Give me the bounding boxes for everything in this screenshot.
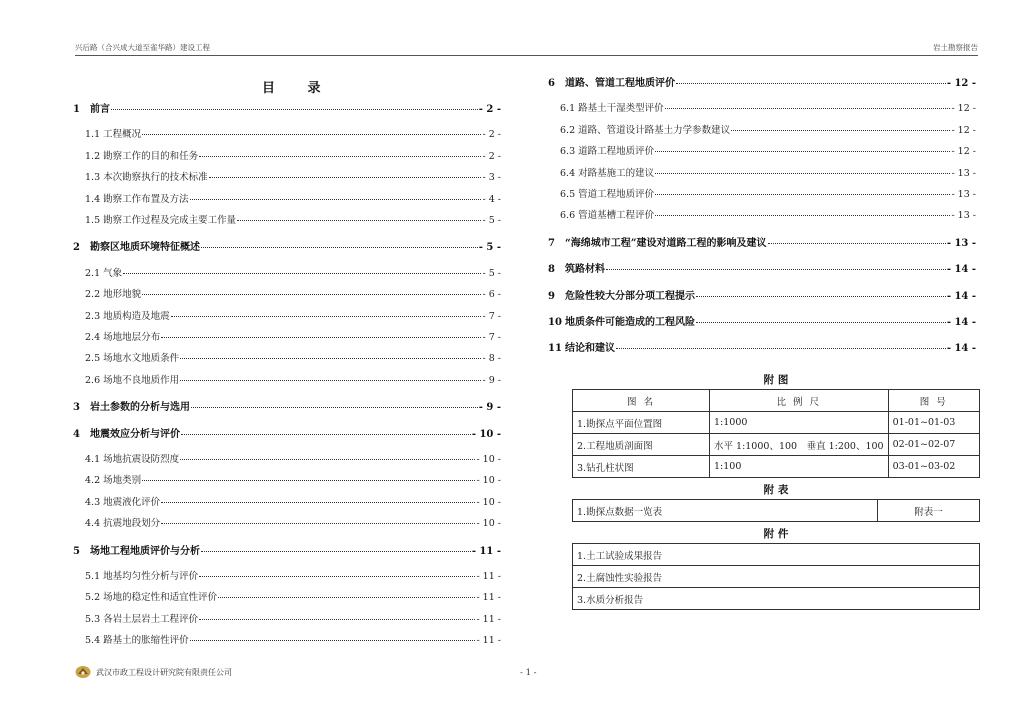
toc-entry-title: 2.4 场地地层分布 — [85, 332, 161, 343]
figures-title: 附 图 — [763, 374, 789, 386]
toc-entry-page: - 10 - — [471, 428, 501, 440]
toc-entry-number: 6 — [548, 78, 555, 89]
toc-entry — [73, 126, 501, 140]
figures-header-name: 图 名 — [573, 390, 710, 412]
toc-entry-page: - 6 - — [482, 289, 501, 301]
toc-entry-title: 勘察区地质环境特征概述 — [90, 242, 200, 254]
toc-entry-page: - 10 - — [476, 518, 501, 530]
toc-entry-page: - 10 - — [476, 475, 501, 487]
toc-entry-title: 场地工程地质评价与分析 — [90, 545, 200, 557]
toc-entry-page: - 11 - — [476, 592, 501, 604]
toc-leader-dots — [142, 294, 481, 295]
toc-entry-page: - 5 - — [482, 215, 501, 226]
toc-entry-page: - 2 - — [478, 104, 501, 115]
toc-entry — [73, 472, 501, 486]
toc-entry — [73, 100, 501, 115]
toc-entry-title: 4.1 场地抗震设防烈度 — [85, 454, 180, 465]
toc-entry-page: - 11 - — [476, 613, 501, 625]
toc-entry-title: 1.4 勘察工作布置及方法 — [85, 193, 189, 205]
toc-entry — [73, 148, 501, 162]
toc-entry-page: - 5 - — [478, 242, 501, 254]
attachments-title: 附 件 — [763, 528, 789, 540]
attachment-item: 3.水质分析报告 — [573, 588, 980, 610]
toc-entry-title: 2.1 气象 — [85, 267, 123, 279]
toc-entry — [73, 169, 501, 183]
toc-entry-title: 4.4 抗震地段划分 — [85, 518, 161, 530]
toc-entry-number: 5 — [73, 545, 80, 557]
toc-entry — [548, 313, 976, 328]
toc-entry-page: - 7 - — [482, 332, 501, 343]
toc-leader-dots — [191, 407, 478, 408]
attachment-item: 1.土工试验成果报告 — [573, 544, 980, 566]
table-row — [573, 500, 980, 522]
figure-number: 02-01~02-07 — [888, 434, 979, 456]
table-row — [573, 434, 980, 456]
toc-entry-page: - 7 - — [482, 310, 501, 322]
toc-leader-dots — [655, 215, 950, 216]
toc-leader-dots — [655, 173, 950, 174]
toc-entry-page: - 4 - — [482, 193, 501, 205]
toc-entry — [73, 451, 501, 465]
toc-entry-title: 5.4 路基土的胀缩性评价 — [85, 635, 189, 647]
toc-entry-title: 地质条件可能造成的工程风险 — [565, 317, 695, 328]
table-row — [573, 412, 980, 434]
toc-leader-dots — [181, 434, 471, 435]
toc-entry — [73, 568, 501, 582]
table-row — [573, 456, 980, 478]
figure-name: 1.勘探点平面位置图 — [573, 412, 710, 434]
figure-name: 2.工程地质剖面图 — [573, 434, 710, 456]
toc-entry-number: 8 — [548, 264, 555, 276]
toc-entry-page: - 13 - — [946, 237, 976, 249]
toc-entry-title: 2.5 场地水文地质条件 — [85, 353, 180, 365]
toc-entry — [73, 191, 501, 205]
header-divider — [75, 55, 978, 56]
toc-leader-dots — [616, 348, 946, 349]
toc-entry-title: 6.2 道路、管道设计路基土力学参数建议 — [560, 124, 731, 136]
toc-entry-page: - 8 - — [482, 353, 501, 365]
company-logo-icon — [75, 665, 91, 679]
toc-leader-dots — [201, 551, 471, 552]
toc-leader-dots — [696, 322, 946, 323]
toc-entry-title: “海绵城市工程”建设对道路工程的影响及建议 — [565, 237, 767, 249]
toc-leader-dots — [676, 83, 946, 84]
toc-entry — [73, 542, 501, 557]
toc-leader-dots — [111, 109, 478, 110]
toc-leader-dots — [665, 108, 951, 109]
toc-entry-page: - 14 - — [946, 264, 976, 276]
toc-entry — [548, 234, 976, 249]
figures-header-scale: 比 例 尺 — [710, 390, 889, 412]
attachment-item: 2.土腐蚀性实验报告 — [573, 566, 980, 588]
toc-entry-title: 5.2 场地的稳定性和适宜性评价 — [85, 592, 218, 604]
toc-entry — [73, 350, 501, 364]
toc-leader-dots — [142, 134, 481, 135]
toc-leader-dots — [655, 151, 950, 152]
toc-entry-page: - 11 - — [476, 571, 501, 582]
figures-table — [572, 389, 980, 478]
toc-entry-number: 9 — [548, 290, 555, 302]
toc-entry-title: 6.5 管道工程地质评价 — [560, 189, 655, 200]
toc-entry-page: - 5 - — [482, 267, 501, 279]
toc-entry — [548, 207, 976, 221]
toc-entry-page: - 10 - — [476, 454, 501, 465]
toc-entry-page: - 11 - — [476, 635, 501, 647]
header-report-type: 岩土勘察报告 — [933, 43, 978, 52]
toc-entry — [73, 372, 501, 386]
toc-entry-title: 2.6 场地不良地质作用 — [85, 374, 180, 386]
toc-entry — [73, 286, 501, 300]
toc-entry — [73, 329, 501, 343]
toc-entry-title: 6.4 对路基施工的建议 — [560, 167, 655, 179]
toc-entry — [73, 632, 501, 646]
appendix-table-number: 附表一 — [878, 500, 980, 522]
toc-leader-dots — [218, 597, 475, 598]
toc-leader-dots — [161, 502, 475, 503]
toc-entry-page: - 2 - — [482, 150, 501, 162]
toc-entry-page: - 13 - — [951, 189, 976, 200]
toc-leader-dots — [190, 640, 476, 641]
toc-entry-page: - 2 - — [482, 129, 501, 141]
toc-entry — [73, 398, 501, 413]
toc-entry — [73, 265, 501, 279]
toc-leader-dots — [161, 337, 481, 338]
toc-entry-page: - 9 - — [482, 374, 501, 386]
toc-entry-title: 4.3 地震液化评价 — [85, 496, 161, 508]
figure-name: 3.钻孔柱状图 — [573, 456, 710, 478]
toc-entry-page: - 14 - — [946, 317, 976, 328]
toc-entry — [73, 308, 501, 322]
toc-entry-title: 结论和建议 — [565, 343, 615, 355]
toc-entry-page: - 14 - — [946, 343, 976, 355]
toc-entry-title: 1.1 工程概况 — [85, 129, 142, 141]
toc-entry-page: - 11 - — [471, 545, 501, 557]
toc-leader-dots — [696, 296, 946, 297]
page-header — [75, 40, 978, 54]
toc-entry-page: - 12 - — [946, 78, 976, 89]
toc-entry-title: 6.1 路基土干湿类型评价 — [560, 103, 664, 115]
toc-entry — [548, 100, 976, 114]
toc-leader-dots — [201, 247, 478, 248]
toc-entry-number: 2 — [73, 242, 80, 254]
toc-leader-dots — [199, 619, 475, 620]
toc-entry — [548, 122, 976, 136]
toc-entry — [548, 186, 976, 200]
toc-entry-title: 地震效应分析与评价 — [90, 428, 180, 440]
toc-entry-title: 6.6 管道基槽工程评价 — [560, 210, 655, 222]
toc-leader-dots — [190, 199, 482, 200]
toc-entry-title: 前言 — [90, 104, 110, 115]
toc-entry-page: - 13 - — [951, 167, 976, 179]
toc-entry-number: 10 — [548, 317, 562, 328]
toc-entry-title: 6.3 道路工程地质评价 — [560, 146, 655, 158]
figure-number: 03-01~03-02 — [888, 456, 979, 478]
attachments-table — [572, 543, 980, 610]
toc-entry-number: 7 — [548, 237, 555, 249]
header-project-title: 兴后路（合兴成大道至雀华路）建设工程 — [75, 43, 210, 52]
toc-entry-title: 2.3 地质构造及地震 — [85, 310, 170, 322]
toc-entry-number: 1 — [73, 104, 80, 115]
toc-entry-page: - 12 - — [951, 124, 976, 136]
toc-entry-number: 3 — [73, 402, 80, 414]
toc-entry-title: 岩土参数的分析与选用 — [90, 402, 190, 414]
toc-title: 目 录 — [262, 81, 335, 96]
toc-entry-title: 5.3 各岩土层岩土工程评价 — [85, 613, 199, 625]
appendix-tables-table — [572, 499, 980, 522]
page-footer — [75, 663, 978, 687]
toc-entry — [548, 287, 976, 302]
toc-leader-dots — [606, 269, 946, 270]
tables-title: 附 表 — [763, 484, 789, 496]
toc-entry-title: 1.3 本次勘察执行的技术标准 — [85, 172, 208, 184]
toc-entry-title: 2.2 地形地貌 — [85, 289, 142, 301]
toc-leader-dots — [655, 194, 950, 195]
footer-company-name: 武汉市政工程设计研究院有限责任公司 — [96, 668, 232, 677]
toc-entry — [548, 143, 976, 157]
figure-scale: 水平 1:1000、100 垂直 1:200、100 — [710, 434, 889, 456]
toc-entry-page: - 9 - — [478, 402, 501, 414]
toc-leader-dots — [209, 177, 482, 178]
toc-entry-title: 5.1 地基均匀性分析与评价 — [85, 571, 199, 582]
toc-entry-page: - 13 - — [951, 210, 976, 222]
toc-entry — [548, 339, 976, 354]
figures-header-number: 图 号 — [888, 390, 979, 412]
toc-leader-dots — [731, 130, 950, 131]
table-row — [573, 566, 980, 588]
toc-entry-number: 4 — [73, 428, 80, 440]
table-row — [573, 544, 980, 566]
toc-leader-dots — [142, 480, 475, 481]
footer-page-number: - 1 - — [520, 668, 537, 678]
figure-scale: 1:1000 — [710, 412, 889, 434]
toc-entry-title: 1.5 勘察工作过程及完成主要工作量 — [85, 215, 237, 226]
toc-entry — [73, 589, 501, 603]
toc-entry-title: 道路、管道工程地质评价 — [565, 78, 675, 89]
toc-entry-title: 1.2 勘察工作的目的和任务 — [85, 150, 199, 162]
figure-scale: 1:100 — [710, 456, 889, 478]
toc-entry-title: 4.2 场地类别 — [85, 475, 142, 487]
toc-entry-page: - 14 - — [946, 290, 976, 302]
toc-leader-dots — [180, 380, 481, 381]
toc-leader-dots — [237, 220, 481, 221]
toc-entry-title: 危险性较大分部分项工程提示 — [565, 290, 695, 302]
toc-leader-dots — [768, 243, 946, 244]
toc-entry-page: - 3 - — [482, 172, 501, 184]
toc-leader-dots — [171, 316, 482, 317]
toc-entry — [73, 611, 501, 625]
toc-entry-page: - 12 - — [951, 103, 976, 115]
figures-header-row — [573, 390, 980, 412]
toc-entry-title: 筑路材料 — [565, 264, 605, 276]
toc-entry-page: - 12 - — [951, 146, 976, 158]
toc-entry — [73, 425, 501, 440]
toc-entry — [73, 515, 501, 529]
table-row — [573, 588, 980, 610]
toc-leader-dots — [180, 459, 475, 460]
toc-leader-dots — [123, 273, 481, 274]
toc-entry-number: 11 — [548, 343, 562, 355]
toc-entry — [548, 260, 976, 275]
toc-entry-page: - 10 - — [476, 496, 501, 508]
toc-leader-dots — [180, 358, 481, 359]
toc-entry — [73, 238, 501, 253]
toc-entry — [548, 165, 976, 179]
toc-leader-dots — [199, 576, 475, 577]
toc-entry — [548, 74, 976, 89]
toc-entry — [73, 494, 501, 508]
toc-entry — [73, 212, 501, 226]
figure-number: 01-01~01-03 — [888, 412, 979, 434]
toc-leader-dots — [161, 523, 475, 524]
toc-leader-dots — [199, 156, 481, 157]
appendix-table-name: 1.勘探点数据一览表 — [573, 500, 878, 522]
